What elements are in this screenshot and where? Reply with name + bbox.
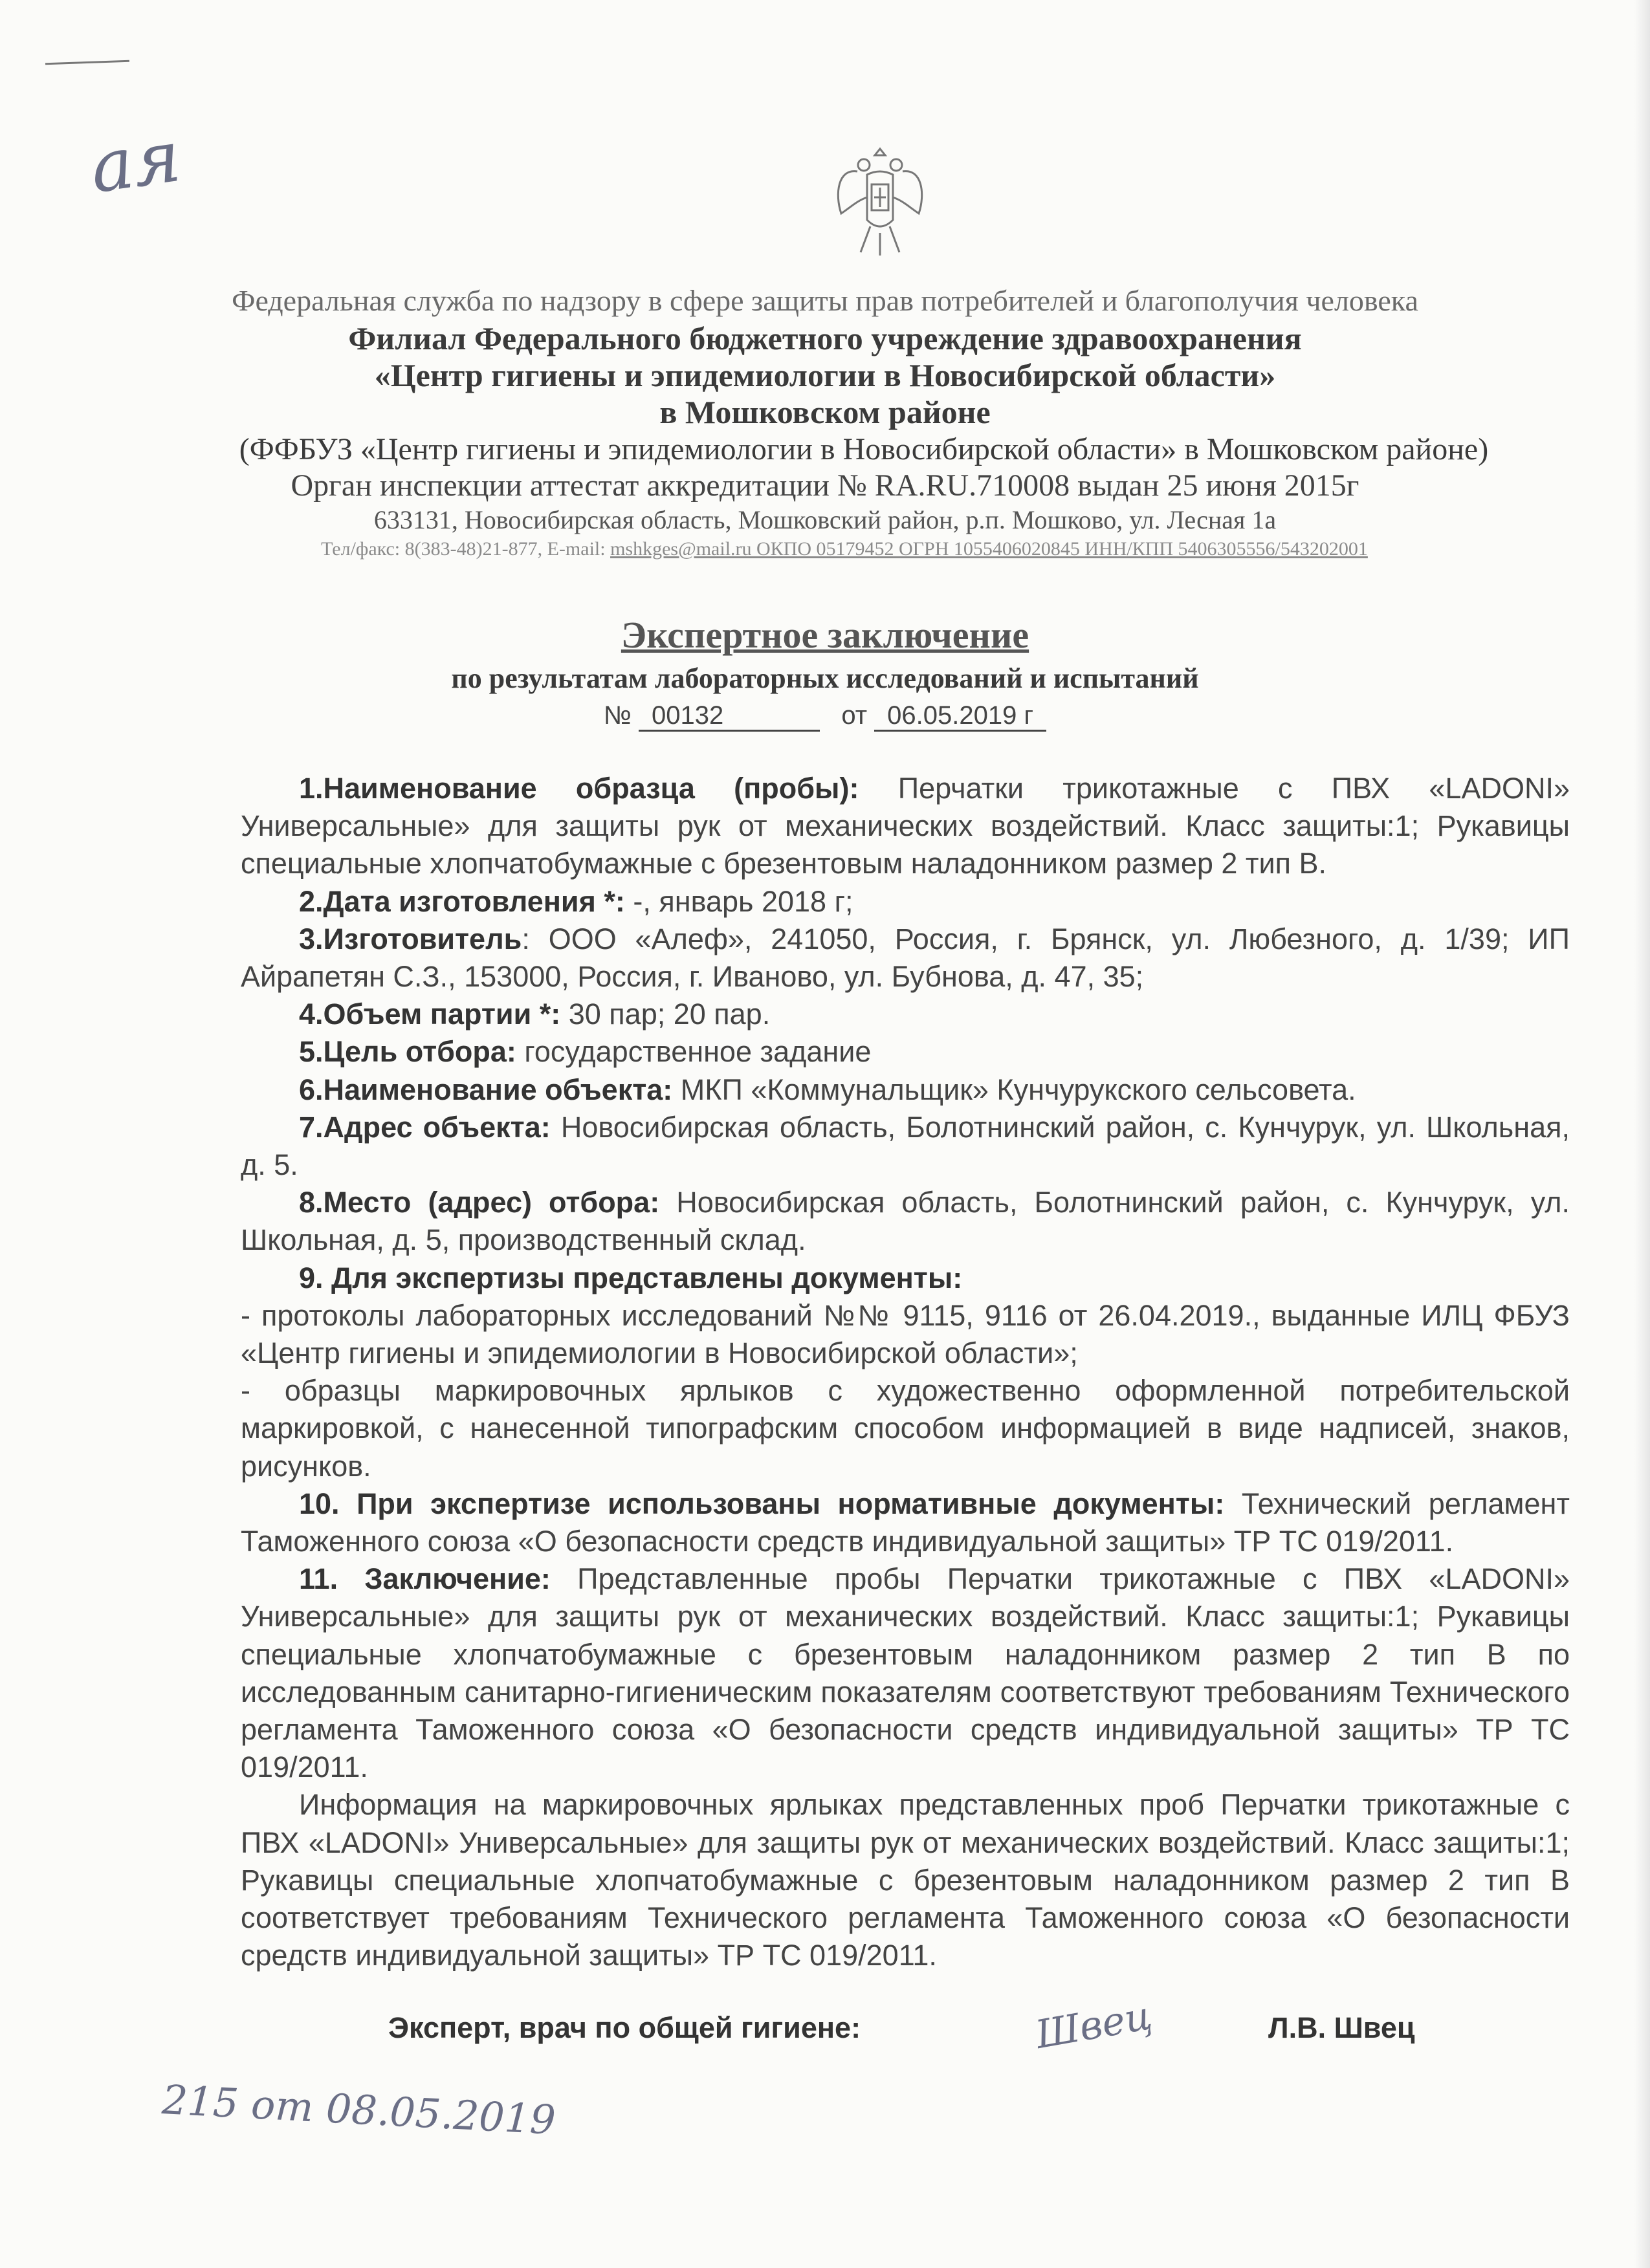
header-accreditation: Орган инспекции аттестат аккредитации № RA.RU.710008 выдан 25 июня 2015г <box>291 468 1359 503</box>
contacts-phone: Тел/факс: 8(383-48)21-877, E-mail: <box>321 538 611 560</box>
section-5: 5.Цель отбора: государственное задание <box>299 1035 872 1069</box>
signature-name: Л.В. Швец <box>1268 2011 1415 2044</box>
document-subtitle: по результатам лабораторных исследований и испытаний <box>451 662 1199 694</box>
header-address: 633131, Новосибирская область, Мошковский район, р.п. Мошково, ул. Лесная 1а <box>373 505 1277 534</box>
header-agency: Федеральная служба по надзору в сфере защиты прав потребителей и благополучия человека <box>232 284 1418 317</box>
document-title: Экспертное заключение <box>621 614 1029 656</box>
document-date: 06.05.2019 г <box>874 701 1046 732</box>
section-9: 9. Для экспертизы представлены документы: <box>299 1261 963 1294</box>
header-district: в Мошковском районе <box>659 394 991 430</box>
section-10: 10. При экспертизе использованы нормативные документы: Технический регламент Таможенного союза «О безопасности средств индивидуальной защиты» ТР ТС 019/2011. <box>241 1487 1570 1558</box>
handwritten-note-top: ая <box>85 114 186 210</box>
section-6: 6.Наименование объекта: МКП «Коммунальщик» Кунчурукского сельсовета. <box>299 1073 1356 1106</box>
section-4: 4.Объем партии *: 30 пар; 20 пар. <box>299 998 771 1031</box>
section-1: 1.Наименование образца (пробы): Перчатки трикотажные с ПВХ «LADONI» Универсальные» для защиты рук от механических воздействий. Класс защиты:1; Рукавицы специальные хлопчатобумажные с брезентовым наладонником размер 2 тип В. <box>241 772 1570 880</box>
header-contacts <box>19 538 1650 560</box>
section-9-item-1: - протоколы лабораторных исследований №№ 9115, 9116 от 26.04.2019., выданные ИЛЦ ФБУЗ «Центр гигиены и эпидемиологии в Новосибирской области»; <box>241 1298 1570 1370</box>
section-8: 8.Место (адрес) отбора: Новосибирская область, Болотнинский район, с. Кунчурук, ул. Школьная, д. 5, производственный склад. <box>241 1186 1570 1257</box>
header-branch: Филиал Федерального бюджетного учреждение здравоохранения <box>348 320 1302 356</box>
section-3: 3.Изготовитель: ООО «Алеф», 241050, Россия, г. Брянск, ул. Любезного, д. 1/39; ИП Айрапетян С.З., 153000, Россия, г. Иваново, ул. Бубнова, д. 47, 35; <box>241 922 1570 994</box>
number-label: № <box>603 701 632 730</box>
section-11: 11. Заключение: Представленные пробы Перчатки трикотажные с ПВХ «LADONI» Универсальные» для защиты рук от механических воздействий. Класс защиты:1; Рукавицы специальные хлопчатобумажные с брезентовым наладонником размер 2 тип В по исследованным санитарно-гигиеническим показателям соответствуют требованиям Технического регламента Таможенного союза «О безопасности средств индивидуальной защиты» ТР ТС 019/2011. <box>241 1562 1570 1784</box>
section-9-item-2: - образцы маркировочных ярлыков с художественно оформленной потребительской маркировкой, с нанесенной типографским способом информацией в виде надписей, знаков, рисунков. <box>241 1374 1570 1483</box>
contacts-email-codes: mshkges@mail.ru ОКПО 05179452 ОГРН 1055406020845 ИНН/КПП 5406305556/543202001 <box>610 538 1368 560</box>
header-center: «Центр гигиены и эпидемиологии в Новосибирской области» <box>374 357 1276 393</box>
signature-role: Эксперт, врач по общей гигиене: <box>388 2011 861 2044</box>
handwritten-signature: Швец <box>1032 1992 1156 2058</box>
section-11-labeling: Информация на маркировочных ярлыках представленных проб Перчатки трикотажные с ПВХ «LADONI» Универсальные» для защиты рук от механических воздействий. Класс защиты:1; Рукавицы специальные хлопчатобумажные с брезентовым наладонником размер 2 тип В соответствует требованиям Технического регламента Таможенного союза «О безопасности средств индивидуальной защиты» ТР ТС 019/2011. <box>241 1788 1570 1972</box>
scan-mark <box>45 60 129 65</box>
header-abbrev: (ФФБУЗ «Центр гигиены и эпидемиологии в Новосибирской области» в Мошковском районе) <box>239 432 1489 466</box>
section-2: 2.Дата изготовления *: -, январь 2018 г; <box>299 884 853 918</box>
signature-row <box>0 1992 1650 2058</box>
handwritten-note-bottom: 215 от 08.05.2019 <box>160 2075 557 2144</box>
section-7: 7.Адрес объекта: Новосибирская область, Болотнинский район, с. Кунчурук, ул. Школьная, д. 5. <box>241 1110 1570 1182</box>
document-number: 00132 <box>639 701 820 732</box>
document-flow <box>0 770 1650 2146</box>
document-number-line <box>0 701 1650 732</box>
bottom-note-row <box>0 2075 1650 2146</box>
date-label: от <box>841 701 868 730</box>
double-headed-eagle-emblem <box>831 136 929 265</box>
document-body <box>241 770 1570 1975</box>
